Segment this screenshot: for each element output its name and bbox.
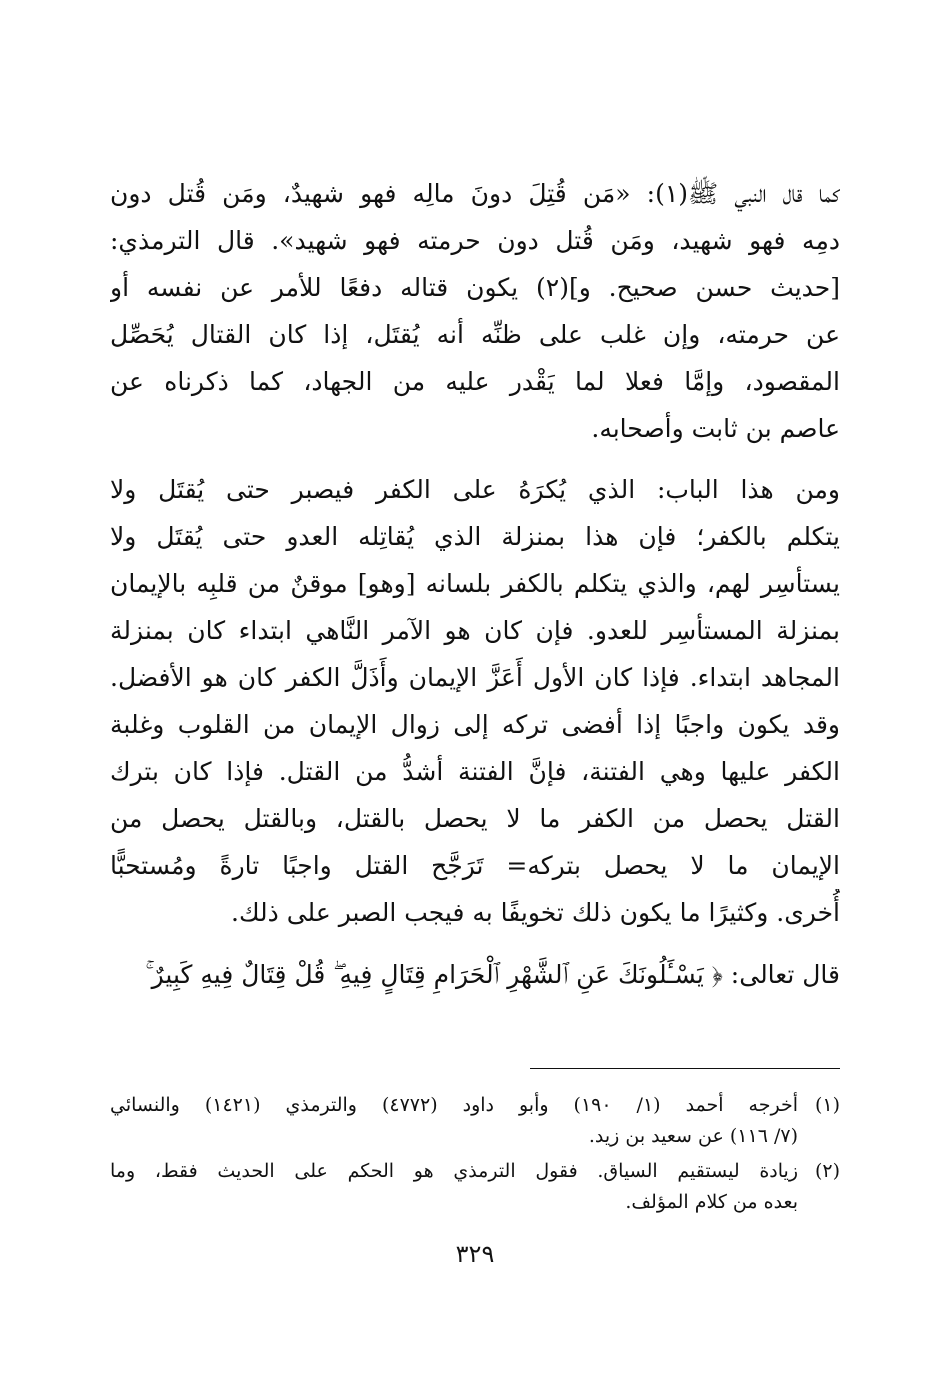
text-line: القتل يحصل من الكفر ما لا يحصل بالقتل، وبالقتل يحصل من [110,804,840,833]
footnotes [110,1090,840,1218]
text-line: كما قال النبي ﷺ(١): «مَن قُتِلَ دونَ مالِه فهو شهيدٌ، ومَن قُتل دون [110,179,840,208]
footnote [110,1090,840,1152]
text-line: أُخرى. وكثيرًا ما يكون ذلك تخويفًا به فيجب الصبر على ذلك. [231,898,840,927]
text-line: دمِه فهو شهيد، ومَن قُتل دون حرمته فهو شهيد». قال الترمذي: [110,226,840,255]
footnote-text [110,1090,798,1152]
text-line: المقصود، وإمَّا فعلا لما يَقْدر عليه من الجهاد، كما ذكرناه عن [110,367,840,396]
text-line: عاصم بن ثابت وأصحابه. [591,414,840,443]
page-number: ٣٢٩ [455,1240,495,1268]
footnote-line: (٧/ ١١٦) عن سعيد بن زيد. [588,1125,798,1147]
text-line: الكفر عليها وهي الفتنة، فإنَّ الفتنة أشدُّ من القتل. فإذا كان بترك [110,757,840,786]
text-line: بمنزلة المستأسِر للعدو. فإن كان هو الآمر النَّاهي ابتداء كان بمنزلة [110,616,840,645]
text-line: ومن هذا الباب: الذي يُكرَهُ على الكفر فيصبر حتى يُقتَل ولا [110,475,840,504]
footnote [110,1156,840,1218]
quran-verse-line: قال تعالى: ﴿ يَسْـَٔلُونَكَ عَنِ ٱلشَّهْرِ ٱلْحَرَامِ قِتَالٍ فِيهِ ۖ قُلْ قِتَالٌ فِيهِ كَبِيرٌ ۚ [145,960,840,989]
text-line: الإيمان ما لا يحصل بتركه= تَرَجَّح القتل واجبًا تارةً ومُستحبًّا [110,851,840,880]
paragraph-spacer [110,452,840,466]
main-text [110,170,840,1000]
footnote-separator [530,1068,840,1069]
footnote-line: أخرجه أحمد (١/ ١٩٠) وأبو داود (٤٧٧٢) والترمذي (١٤٢١) والنسائي [110,1094,798,1116]
text-line: [حديث حسن صحيح. و](٢) يكون قتاله دفعًا للأمر عن نفسه أو [110,273,840,302]
footnote-line: بعده من كلام المؤلف. [625,1191,798,1213]
text-line: يتكلم بالكفر؛ فإن هذا بمنزلة الذي يُقاتِله العدو حتى يُقتَل ولا [110,522,840,551]
text-line: وقد يكون واجبًا إذا أفضى تركه إلى زوال الإيمان من القلوب وغلبة [110,710,840,739]
footnote-text [110,1156,798,1218]
paragraph-2 [110,466,840,936]
footnote-number: (٢) [814,1160,840,1182]
footnote-line: زيادة ليستقيم السياق. فقول الترمذي هو الحكم على الحديث فقط، وما [110,1160,798,1182]
text-line: يستأسِر لهم، والذي يتكلم بالكفر بلسانه [وهو] موقنٌ من قلبِه بالإيمان [110,569,840,598]
paragraph-1 [110,170,840,452]
footnote-number: (١) [814,1094,840,1116]
text-line: عن حرمته، وإن غلب على ظنِّه أنه يُقتَل، إذا كان القتال يُحَصِّل [110,320,840,349]
text-line: المجاهد ابتداء. فإذا كان الأول أَعَزَّ الإيمان وأَذَلَّ الكفر كان هو الأفضل. [110,663,840,692]
